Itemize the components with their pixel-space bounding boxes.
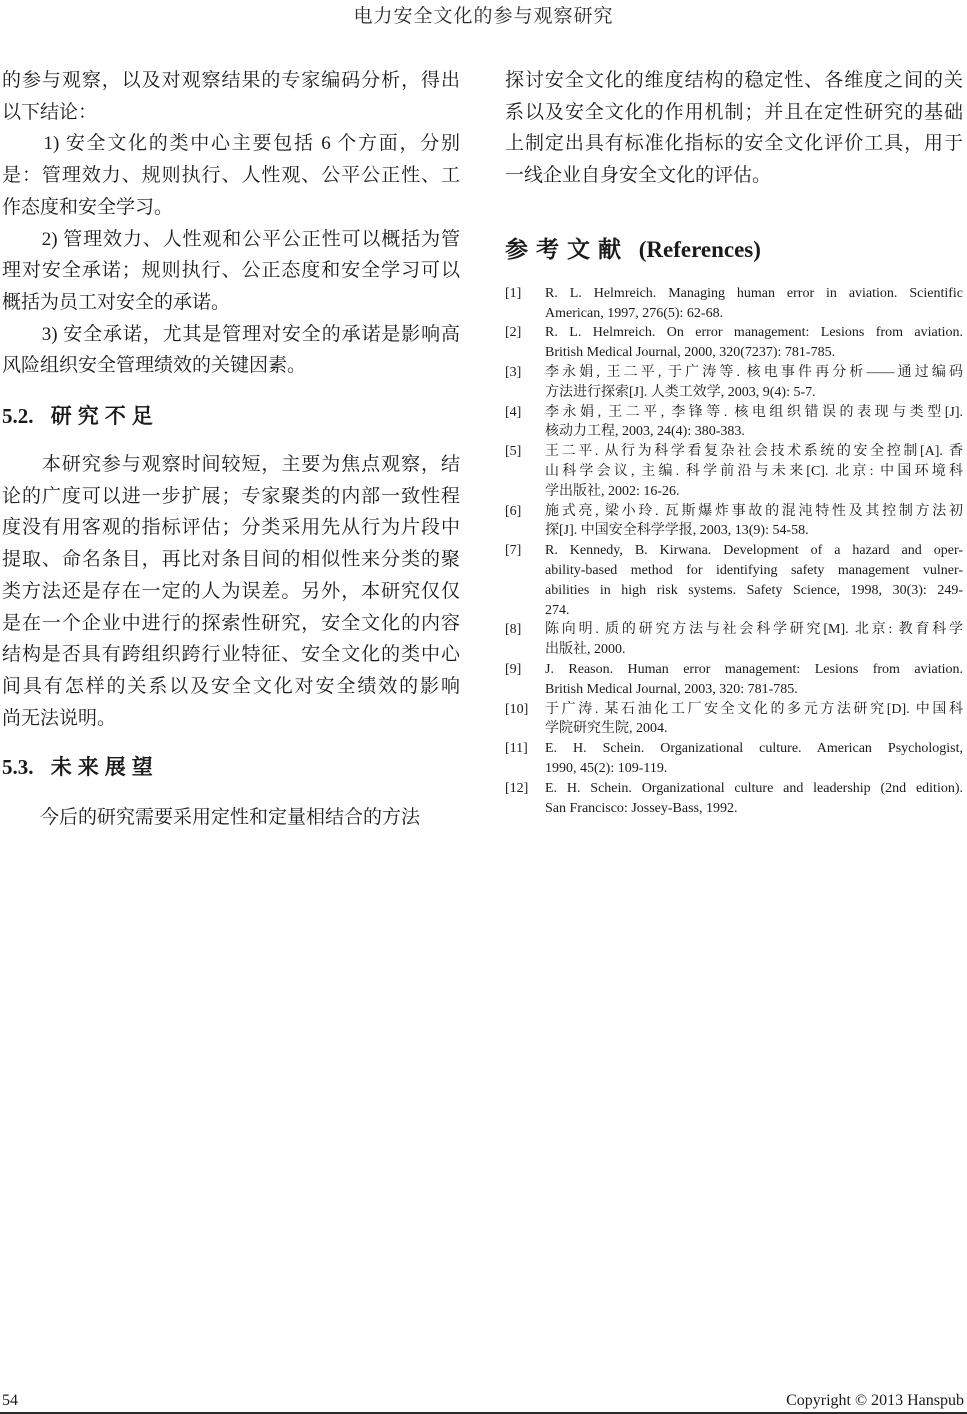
text-line: 是：管理效力、规则执行、人性观、公平公正性、工: [2, 165, 460, 187]
text-line: 本研究参与观察时间较短，主要为焦点观察，结: [2, 454, 460, 476]
text-line: 风险组织安全管理绩效的关键因素。: [2, 355, 307, 377]
paragraph-future-work-continued: [505, 65, 963, 192]
reference-label: [1]: [505, 285, 522, 301]
reference-item: [505, 403, 963, 443]
reference-label: [6]: [505, 503, 522, 519]
references-heading-zh: 参考文献: [505, 235, 629, 262]
text-line: 类方法还是存在一定的人为误差。另外，本研究仅仅: [2, 580, 460, 602]
text-line: 1990, 45(2): 109-119.: [545, 760, 668, 776]
text-line: 陈向明. 质的研究方法与社会科学研究[M]. 北京: 教育科学: [545, 622, 963, 638]
text-line: 3) 安全承诺，尤其是管理对安全的承诺是影响高: [2, 323, 460, 345]
reference-label: [4]: [505, 404, 522, 420]
text-line: 的参与观察，以及对观察结果的专家编码分析，得出: [2, 70, 460, 91]
reference-label: [10]: [505, 701, 529, 717]
paragraph-conclusion-1: [2, 128, 460, 223]
section-title: 研究不足: [50, 405, 159, 429]
text-line: 学出版社, 2002: 16-26.: [545, 483, 680, 499]
section-number: 5.2.: [2, 404, 34, 429]
text-line: 李永娟, 王二平, 李锋等. 核电组织错误的表现与类型[J].: [545, 404, 963, 420]
reference-text: [545, 323, 963, 363]
reference-label: [11]: [505, 741, 528, 757]
section-number: 5.3.: [2, 755, 34, 780]
reference-text: [545, 700, 963, 740]
text-line: 度没有用客观的指标评估；分类采用先从行为片段中: [2, 517, 460, 539]
reference-label: [2]: [505, 325, 522, 341]
text-line: 系以及安全文化的作用机制；并且在定性研究的基础: [505, 101, 963, 123]
section-title: 未来展望: [50, 756, 159, 780]
text-line: 间具有怎样的关系以及安全文化对安全绩效的影响: [2, 675, 460, 697]
text-line: 论的广度可以进一步扩展；专家聚类的内部一致性程: [2, 485, 460, 507]
text-line: 学院研究生院, 2004.: [545, 721, 668, 737]
reference-label: [5]: [505, 444, 522, 460]
text-line: J. Reason. Human error management: Lesions from aviation.: [545, 661, 963, 677]
reference-text: [545, 284, 963, 324]
text-line: R. L. Helmreich. On error management: Lesions from aviation.: [545, 325, 963, 341]
reference-item: [505, 442, 963, 501]
reference-item: [505, 739, 963, 779]
text-line: R. L. Helmreich. Managing human error in aviation. Scientific: [545, 285, 963, 301]
text-line: 山科学会议, 主编. 科学前沿与未来[C]. 北京: 中国环境科: [545, 463, 963, 479]
section-heading-5-3: [2, 751, 460, 784]
reference-item: [505, 363, 963, 403]
paragraph-limitations: [2, 449, 460, 734]
text-line: 李永娟, 王二平, 于广涛等. 核电事件再分析——通过编码: [545, 365, 963, 380]
reference-label: [7]: [505, 543, 522, 559]
reference-text: [545, 620, 963, 660]
text-line: 今后的研究需要采用定性和定量相结合的方法: [2, 807, 421, 829]
text-line: British Medical Journal, 2003, 320: 781-785.: [545, 681, 798, 697]
text-line: 1) 安全文化的类中心主要包括 6 个方面，分别: [2, 133, 460, 155]
text-line: 探讨安全文化的维度结构的稳定性、各维度之间的关: [505, 70, 963, 91]
text-line: 作态度和安全学习。: [2, 196, 174, 218]
text-line: 提取、命名条目，再比对条目间的相似性来分类的聚: [2, 549, 460, 571]
page-header-title: 电力安全文化的参与观察研究: [353, 6, 614, 27]
reference-text: [545, 660, 963, 700]
text-line: 上制定出具有标准化指标的安全文化评价工具，用于: [505, 133, 963, 155]
reference-label: [8]: [505, 622, 522, 638]
reference-item: [505, 620, 963, 660]
right-column: [505, 65, 963, 818]
text-line: 施式亮, 梁小玲. 瓦斯爆炸事故的混沌特性及其控制方法初: [545, 503, 963, 519]
text-line: 结构是否具有跨组织跨行业特征、安全文化的类中心: [2, 644, 460, 666]
text-line: 274.: [545, 602, 570, 618]
reference-text: [545, 403, 963, 443]
paragraph-conclusion-3: [2, 319, 460, 382]
text-line: 2) 管理效力、人性观和公平公正性可以概括为管: [2, 228, 460, 250]
references-heading-en: (References): [638, 236, 761, 262]
text-line: E. H. Schein. Organizational culture. American Psychologist,: [545, 741, 963, 757]
text-line: 王二平. 从行为科学看复杂社会技术系统的安全控制[A]. 香: [545, 444, 963, 460]
reference-item: [505, 323, 963, 363]
reference-text: [545, 541, 963, 620]
text-line: ability-based method for identifying safety management vulner-: [545, 562, 963, 578]
copyright-text: Copyright © 2013 Hanspub: [786, 1392, 964, 1409]
text-line: American, 1997, 276(5): 62-68.: [545, 305, 724, 321]
section-heading-5-2: [2, 400, 460, 433]
reference-label: [9]: [505, 661, 522, 677]
text-line: R. Kennedy, B. Kirwana. Development of a hazard and oper-: [545, 543, 963, 559]
text-line: 探[J]. 中国安全科学学报, 2003, 13(9): 54-58.: [545, 523, 809, 539]
references-list: [505, 284, 963, 819]
reference-label: [12]: [505, 780, 529, 796]
text-line: San Francisco: Jossey-Bass, 1992.: [545, 800, 738, 816]
text-line: 一线企业自身安全文化的评估。: [505, 165, 772, 187]
text-line: abilities in high risk systems. Safety Science, 1998, 30(3): 249-: [545, 582, 963, 598]
paragraph-conclusions-intro: [2, 65, 460, 128]
text-line: British Medical Journal, 2000, 320(7237): 781-785.: [545, 345, 836, 361]
text-line: 尚无法说明。: [2, 707, 117, 729]
reference-text: [545, 739, 963, 779]
reference-text: [545, 502, 963, 542]
reference-item: [505, 660, 963, 700]
left-column: [2, 65, 460, 834]
text-line: 方法进行探索[J]. 人类工效学, 2003, 9(4): 5-7.: [545, 384, 816, 400]
text-line: 核动力工程, 2003, 24(4): 380-383.: [545, 424, 745, 440]
text-line: E. H. Schein. Organizational culture and leadership (2nd edition).: [545, 780, 963, 796]
reference-label: [3]: [505, 365, 522, 380]
paragraph-conclusion-2: [2, 224, 460, 319]
reference-text: [545, 363, 963, 403]
reference-text: [545, 442, 963, 501]
reference-item: [505, 541, 963, 620]
paragraph-future-work: [2, 802, 460, 834]
text-line: 出版社, 2000.: [545, 642, 626, 658]
text-line: 概括为员工对安全的承诺。: [2, 291, 231, 313]
text-line: 于广涛. 某石油化工厂安全文化的多元方法研究[D]. 中国科: [545, 701, 963, 717]
page-number: 54: [2, 1392, 18, 1409]
reference-item: [505, 502, 963, 542]
text-line: 以下结论：: [2, 101, 98, 123]
reference-item: [505, 700, 963, 740]
reference-item: [505, 284, 963, 324]
text-line: 是在一个企业中进行的探索性研究，安全文化的内容: [2, 612, 460, 634]
reference-item: [505, 779, 963, 819]
references-heading: [505, 232, 963, 267]
reference-text: [545, 779, 963, 819]
text-line: 理对安全承诺；规则执行、公正态度和安全学习可以: [2, 260, 460, 282]
